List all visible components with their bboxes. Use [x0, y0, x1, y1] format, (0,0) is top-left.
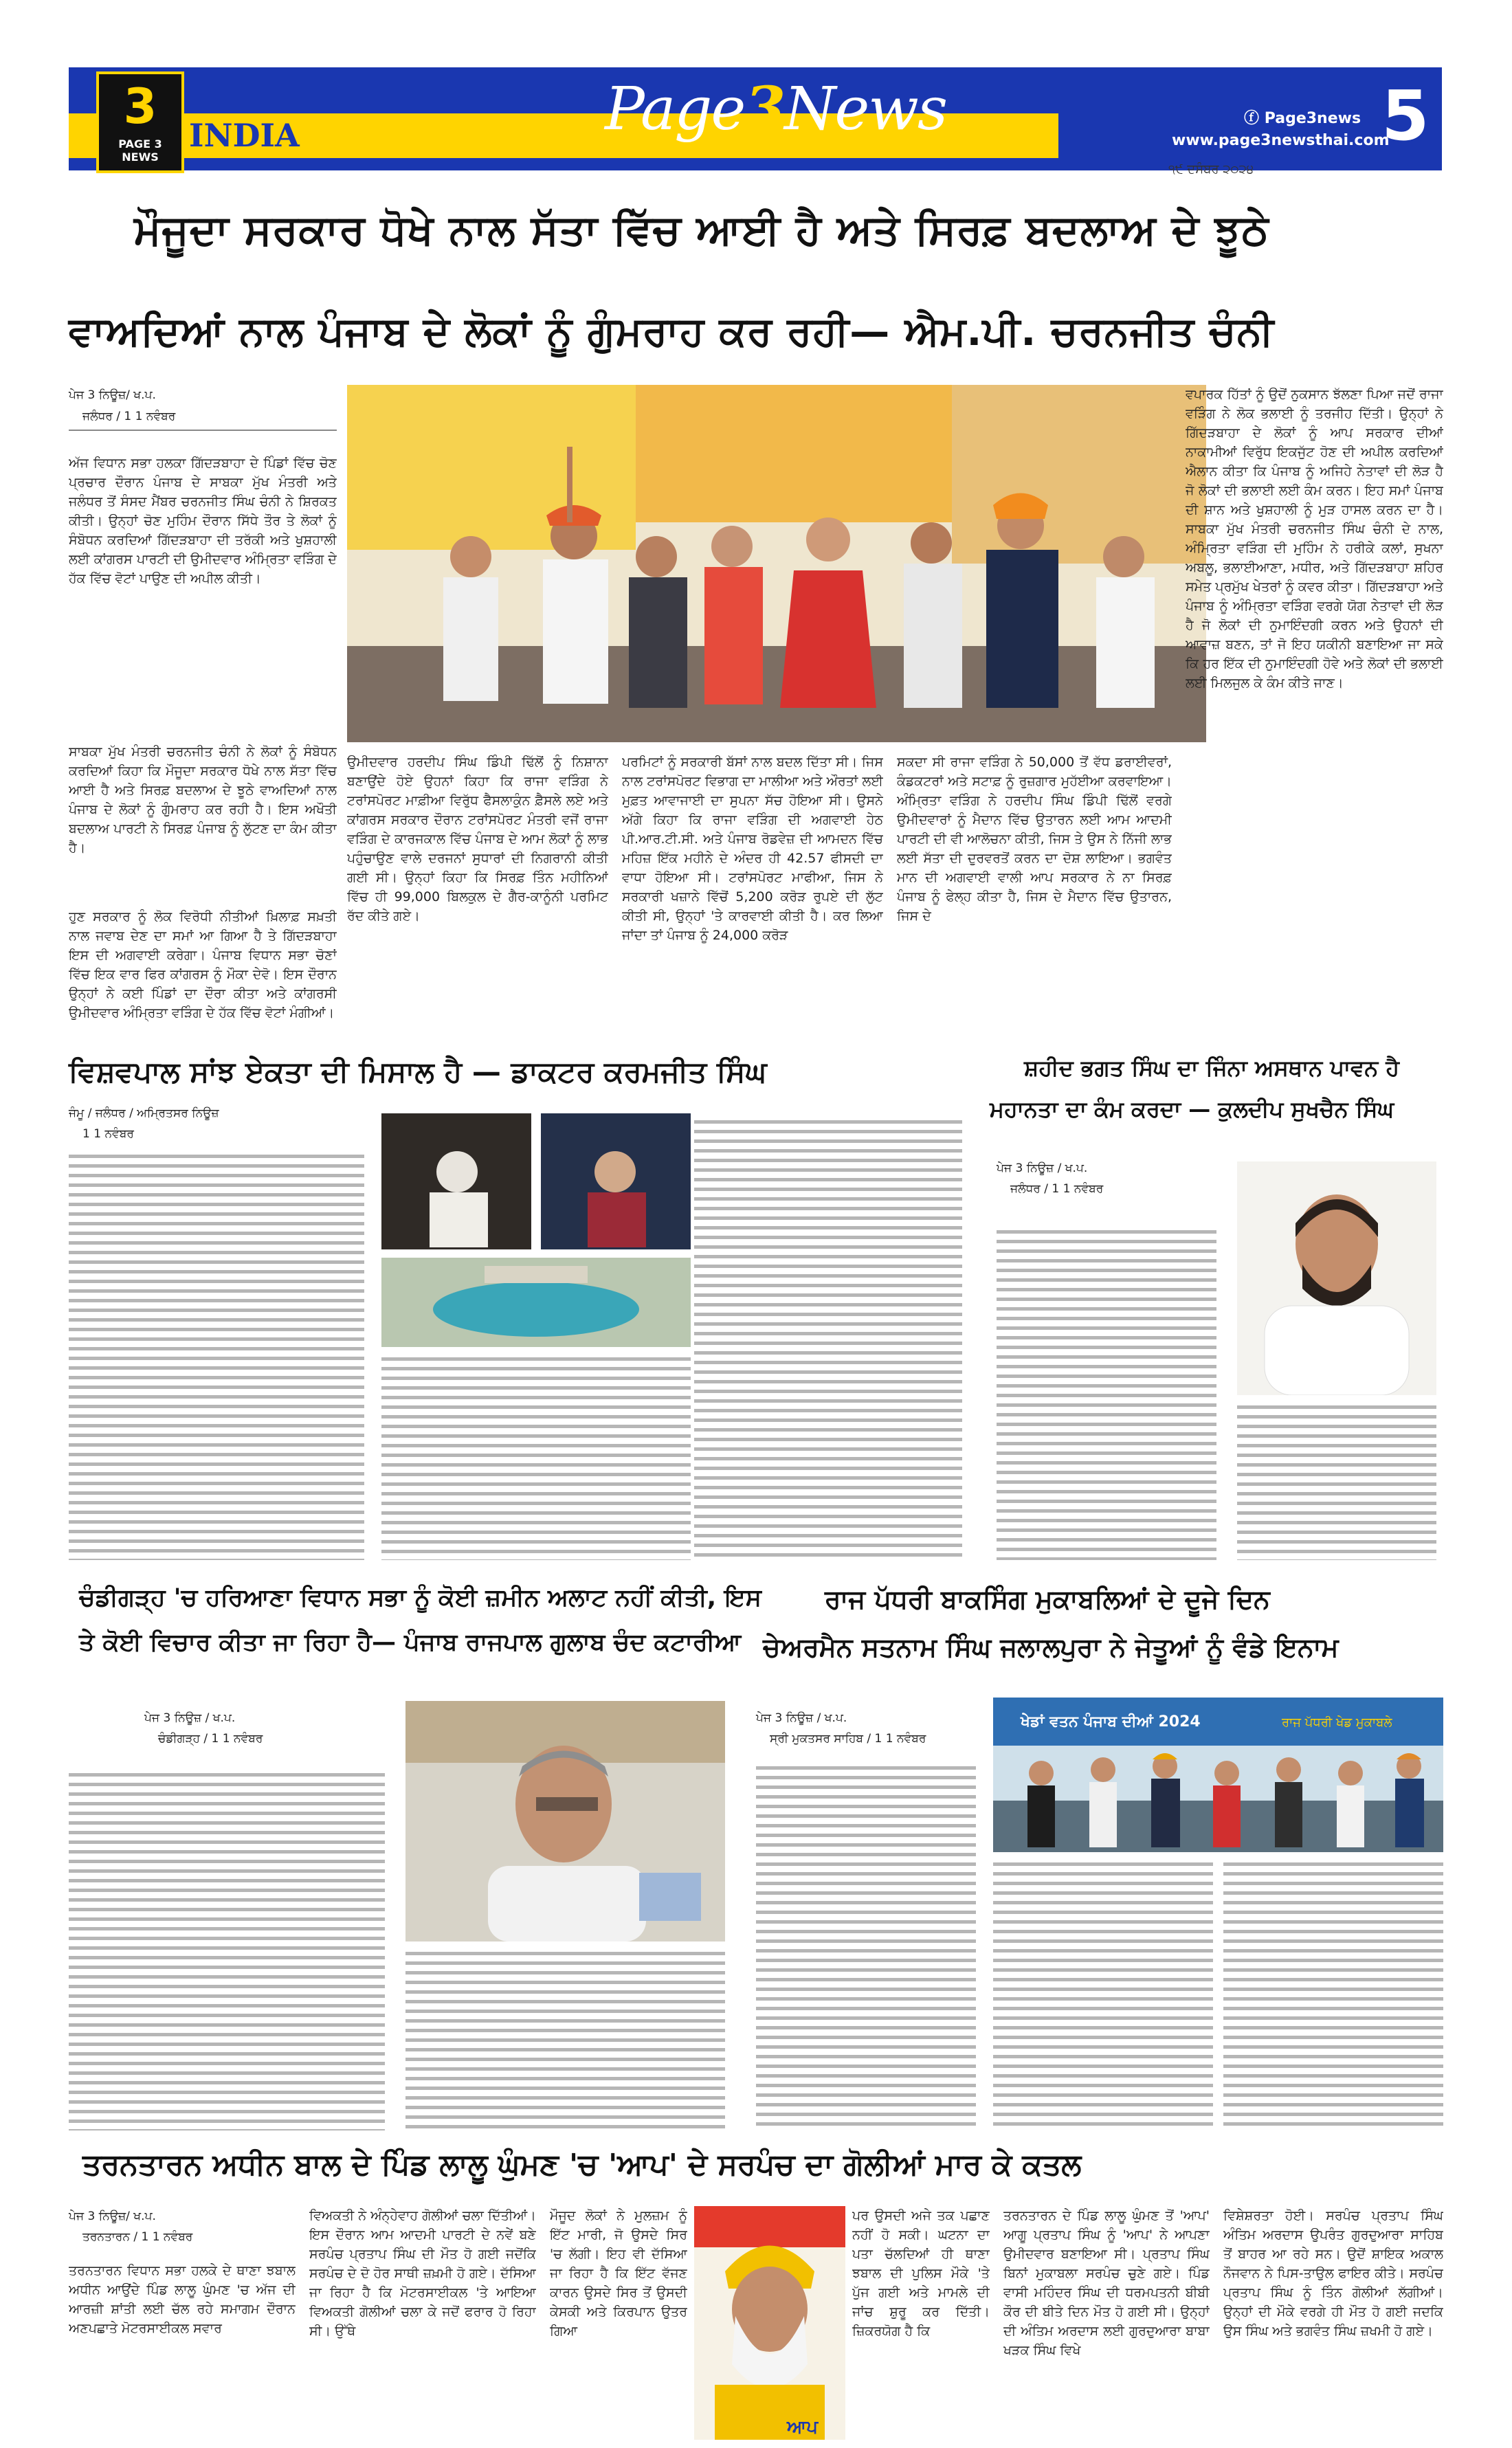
story6-column-5: ਤਰਨਤਾਰਨ ਦੇ ਪਿੰਡ ਲਾਲੂ ਘੁੰਮਣ ਤੋਂ 'ਆਪ' ਆਗੂ ਪ੍ਰਤਾਪ ਸਿੰਘ ਨੂੰ 'ਆਪ' ਨੇ ਆਪਣਾ ਉਮੀਦਵਾਰ ਬਣਾਇਆ ਸੀ। ਪ੍ਰਤਾਪ ਸਿੰਘ ਬਿਨਾਂ ਮੁਕਾਬਲਾ ਸਰਪੰਚ ਚੁਣੇ ਗਏ। ਪਿੰਡ ਵਾਸੀ ਮਹਿੰਦਰ ਸਿੰਘ ਦੀ ਧਰਮਪਤਨੀ ਬੀਬੀ ਕੌਰ ਦੀ ਬੀਤੇ ਦਿਨ ਮੌਤ ਹੋ ਗਈ ਸੀ। ਉਨ੍ਹਾਂ ਦੀ ਅੰਤਿਮ ਅਰਦਾਸ ਲਈ ਗੁਰਦੁਆਰਾ ਬਾਬਾ ਖੜਕ ਸਿੰਘ ਵਿਖੇ — [1003, 2208, 1210, 2358]
page-number: 5 — [1381, 76, 1430, 156]
story2-photo — [381, 1113, 691, 1347]
social-handle[interactable] — [1244, 107, 1361, 128]
photo-banner-text: ਖੇਡਾਂ ਵਤਨ ਪੰਜਾਬ ਦੀਆਂ 2024 — [1021, 1713, 1201, 1731]
boxing-photo-illustration — [993, 1698, 1443, 1852]
story2-headline: ਵਿਸ਼ਵਪਾਲ ਸਾਂਝ ਏਕਤਾ ਦੀ ਮਿਸਾਲ ਹੈ — ਡਾਕਟਰ ਕਰਮਜੀਤ ਸਿੰਘ — [69, 1055, 767, 1089]
logo-number: 3 — [123, 78, 157, 135]
story6-photo-sarpanch — [694, 2206, 845, 2440]
lead-column-2: ਉਮੀਦਵਾਰ ਹਰਦੀਪ ਸਿੰਘ ਡਿੰਪੀ ਢਿੱਲੋਂ ਨੂੰ ਨਿਸ਼ਾਨਾ ਬਣਾਉਂਦੇ ਹੋਏ ਉਹਨਾਂ ਕਿਹਾ ਕਿ ਰਾਜਾ ਵੜਿੰਗ ਨੇ ਟਰਾਂਸਪੋਰਟ ਮਾਫ਼ੀਆ ਵਿਰੁੱਧ ਫੈਸਲਾਕੁੰਨ ਫ਼ੈਸਲੇ ਲਏ ਅਤੇ ਕਾਂਗਰਸ ਸਰਕਾਰ ਦੌਰਾਨ ਟਰਾਂਸਪੋਰਟ ਮੰਤਰੀ ਵਜੋਂ ਰਾਜਾ ਵੜਿੰਗ ਦੇ ਕਾਰਜਕਾਲ ਵਿੱਚ ਪੰਜਾਬ ਦੇ ਆਮ ਲੋਕਾਂ ਨੂੰ ਲਾਭ ਪਹੁੰਚਾਉਣ ਵਾਲੇ ਦਰਜਨਾਂ ਸੁਧਾਰਾਂ ਦੀ ਨਿਗਰਾਨੀ ਕੀਤੀ ਗਈ ਸੀ। ਉਨ੍ਹਾਂ ਕਿਹਾ ਕਿ ਸਿਰਫ਼ ਤਿੰਨ ਮਹੀਨਿਆਂ ਵਿੱਚ ਹੀ 99,000 ਬਿਲਕੁਲ ਦੇ ਗੈਰ-ਕਾਨੂੰਨੀ ਪਰਮਿਟ ਰੱਦ ਕੀਤੇ ਗਏ। — [347, 755, 608, 924]
social-text: Page3news — [1264, 110, 1361, 127]
story6-byline-dateline: ਤਰਨਤਾਰਨ / 1 1 ਨਵੰਬਰ — [82, 2230, 193, 2244]
brand-right: News — [784, 75, 946, 144]
story4-body-column-2 — [405, 1952, 725, 2130]
governor-photo-illustration — [405, 1701, 725, 1941]
story6-column-6: ਵਿਸ਼ੇਸ਼ਰਤਾ ਹੋਈ। ਸਰਪੰਚ ਪ੍ਰਤਾਪ ਸਿੰਘ ਅੰਤਿਮ ਅਰਦਾਸ ਉਪਰੰਤ ਗੁਰਦੁਆਰਾ ਸਾਹਿਬ ਤੋਂ ਬਾਹਰ ਆ ਰਹੇ ਸਨ। ਉਦੋਂ ਸ਼ਾਇਕ ਅਕਾਲ ਨੌਜਵਾਨ ਨੇ ਪਿਸ-ਤਾਉਲ ਫਾਇਰ ਕੀਤੇ। ਸਰਪੰਚ ਪ੍ਰਤਾਪ ਸਿੰਘ ਨੂੰ ਤਿੰਨ ਗੋਲੀਆਂ ਲੱਗੀਆਂ। ਉਨ੍ਹਾਂ ਦੀ ਮੌਕੇ ਵਰਗੇ ਹੀ ਮੌਤ ਹੋ ਗਈ ਜਦਕਿ ਉਸ ਸਿੰਘ ਅਤੇ ਭਗਵੰਤ ਸਿੰਘ ਜ਼ਖਮੀ ਹੋ ਗਏ। — [1223, 2208, 1443, 2339]
story2-body-column-1 — [69, 1155, 364, 1560]
lead-column-1c: ਹੁਣ ਸਰਕਾਰ ਨੂੰ ਲੋਕ ਵਿਰੋਧੀ ਨੀਤੀਆਂ ਖ਼ਿਲਾਫ਼ ਸਖ਼ਤੀ ਨਾਲ ਜਵਾਬ ਦੇਣ ਦਾ ਸਮਾਂ ਆ ਗਿਆ ਹੈ ਤੇ ਗਿੱਦੜਬਾਹਾ ਇਸ ਦੀ ਅਗਵਾਈ ਕਰੇਗਾ। ਪੰਜਾਬ ਵਿਧਾਨ ਸਭਾ ਚੋਣਾਂ ਵਿੱਚ ਇਕ ਵਾਰ ਫਿਰ ਕਾਂਗਰਸ ਨੂੰ ਮੌਕਾ ਦੇਵੋ। ਇਸ ਦੌਰਾਨ ਉਨ੍ਹਾਂ ਨੇ ਕਈ ਪਿੰਡਾਂ ਦਾ ਦੌਰਾ ਕੀਤਾ ਅਤੇ ਕਾਂਗਰਸੀ ਉਮੀਦਵਾਰ ਅੰਮ੍ਰਿਤਾ ਵੜਿੰਗ ਦੇ ਹੱਕ ਵਿੱਚ ਵੋਟਾਂ ਮੰਗੀਆਂ। — [69, 909, 337, 1021]
story3-body-column-2 — [1237, 1405, 1436, 1560]
story3-portrait — [1237, 1161, 1436, 1395]
story3-byline-dateline: ਜਲੰਧਰ / 1 1 ਨਵੰਬਰ — [1010, 1182, 1104, 1196]
lead-photo-rally — [347, 385, 1206, 742]
dateline: ੧੯ ਦਸੰਬਰ ੨੦੨੪ — [1168, 162, 1254, 177]
story3-body-column-1 — [997, 1230, 1216, 1560]
story2-byline: ਜੰਮੂ / ਜਲੰਧਰ / ਅਮ੍ਰਿਤਸਰ ਨਿਊਜ਼ — [69, 1106, 219, 1120]
lead-column-3: ਪਰਮਿਟਾਂ ਨੂੰ ਸਰਕਾਰੀ ਬੱਸਾਂ ਨਾਲ ਬਦਲ ਦਿੱਤਾ ਸੀ। ਜਿਸ ਨਾਲ ਟਰਾਂਸਪੋਰਟ ਵਿਭਾਗ ਦਾ ਮਾਲੀਆ ਅਤੇ ਔਰਤਾਂ ਲਈ ਮੁਫ਼ਤ ਆਵਾਜਾਈ ਦਾ ਸੁਪਨਾ ਸੱਚ ਹੋਇਆ ਸੀ। ਉਸਨੇ ਅੱਗੇ ਕਿਹਾ ਕਿ ਰਾਜਾ ਵੜਿੰਗ ਦੀ ਅਗਵਾਈ ਹੇਠ ਪੀ.ਆਰ.ਟੀ.ਸੀ. ਅਤੇ ਪੰਜਾਬ ਰੋਡਵੇਜ਼ ਦੀ ਆਮਦਨ ਵਿੱਚ ਮਹਿਜ਼ ਇੱਕ ਮਹੀਨੇ ਦੇ ਅੰਦਰ ਹੀ 42.57 ਫੀਸਦੀ ਦਾ ਵਾਧਾ ਹੋਇਆ ਸੀ। ਟਰਾਂਸਪੋਰਟ ਮਾਫੀਆ, ਜਿਸ ਨੇ ਸਰਕਾਰੀ ਖਜ਼ਾਨੇ ਵਿੱਚੋਂ 5,200 ਕਰੋੜ ਰੁਪਏ ਦੀ ਲੁੱਟ ਕੀਤੀ ਸੀ, ਉਨ੍ਹਾਂ 'ਤੇ ਕਾਰਵਾਈ ਕੀਤੀ ਹੈ। ਕਰ ਲਿਆ ਜਾਂਦਾ ਤਾਂ ਪੰਜਾਬ ਨੂੰ 24,000 ਕਰੋੜ — [622, 755, 883, 943]
story2-photo-illustration — [381, 1113, 691, 1347]
lead-column-4: ਸਕਦਾ ਸੀ ਰਾਜਾ ਵੜਿੰਗ ਨੇ 50,000 ਤੋਂ ਵੱਧ ਡਰਾਈਵਰਾਂ, ਕੰਡਕਟਰਾਂ ਅਤੇ ਸਟਾਫ਼ ਨੂੰ ਰੁਜ਼ਗਾਰ ਮੁਹੱਈਆ ਕਰਵਾਇਆ। ਅੰਮ੍ਰਿਤਾ ਵੜਿੰਗ ਨੇ ਹਰਦੀਪ ਸਿੰਘ ਡਿੰਪੀ ਢਿੱਲੋਂ ਵਰਗੇ ਉਮੀਦਵਾਰਾਂ ਨੂੰ ਮੈਦਾਨ ਵਿੱਚ ਉਤਾਰਨ ਲਈ ਆਮ ਆਦਮੀ ਪਾਰਟੀ ਦੀ ਵੀ ਆਲੋਚਨਾ ਕੀਤੀ, ਜਿਸ ਤੇ ਉਸ ਨੇ ਨਿੱਜੀ ਲਾਭ ਲਈ ਸੱਤਾ ਦੀ ਦੁਰਵਰਤੋਂ ਕਰਨ ਦਾ ਦੋਸ਼ ਲਾਇਆ। ਭਗਵੰਤ ਮਾਨ ਦੀ ਅਗਵਾਈ ਵਾਲੀ ਆਪ ਸਰਕਾਰ ਨੇ ਨਾ ਸਿਰਫ਼ ਪੰਜਾਬ ਨੂੰ ਫੇਲ੍ਹ ਕੀਤਾ ਹੈ, ਜਿਸ ਦੇ ਮੈਦਾਨ ਵਿੱਚ ਉਤਾਰਨ, ਜਿਸ ਦੇ — [897, 755, 1172, 924]
lead-column-1b: ਸਾਬਕਾ ਮੁੱਖ ਮੰਤਰੀ ਚਰਨਜੀਤ ਚੰਨੀ ਨੇ ਲੋਕਾਂ ਨੂੰ ਸੰਬੋਧਨ ਕਰਦਿਆਂ ਕਿਹਾ ਕਿ ਮੌਜੂਦਾ ਸਰਕਾਰ ਧੋਖੇ ਨਾਲ ਸੱਤਾ ਵਿੱਚ ਆਈ ਹੈ ਅਤੇ ਸਿਰਫ਼ ਬਦਲਾਅ ਦੇ ਝੂਠੇ ਵਾਅਦਿਆਂ ਨਾਲ ਪੰਜਾਬ ਦੇ ਲੋਕਾਂ ਨੂੰ ਗੁੰਮਰਾਹ ਕਰ ਰਹੀ ਹੈ। ਇਸ ਅਖੌਤੀ ਬਦਲਾਅ ਪਾਰਟੀ ਨੇ ਸਿਰਫ਼ ਪੰਜਾਬ ਨੂੰ ਲੁੱਟਣ ਦਾ ਕੰਮ ਕੀਤਾ ਹੈ। — [69, 744, 337, 856]
party-logo-text: ਆਪ — [787, 2417, 819, 2438]
page3-logo — [96, 71, 184, 173]
story4-headline-line1: ਚੰਡੀਗੜ੍ਹ 'ਚ ਹਰਿਆਣਾ ਵਿਧਾਨ ਸਭਾ ਨੂੰ ਕੋਈ ਜ਼ਮੀਨ ਅਲਾਟ ਨਹੀਂ ਕੀਤੀ, ਇਸ — [79, 1584, 761, 1612]
lead-headline-line2: ਵਾਅਦਿਆਂ ਨਾਲ ਪੰਜਾਬ ਦੇ ਲੋਕਾਂ ਨੂੰ ਗੁੰਮਰਾਹ ਕਰ ਰਹੀ— ਐਮ.ਪੀ. ਚਰਨਜੀਤ ਚੰਨੀ — [69, 308, 1275, 355]
story2-body-column-2 — [381, 1357, 691, 1560]
portrait-illustration — [1237, 1161, 1436, 1395]
story3-byline: ਪੇਜ 3 ਨਿਊਜ਼ / ਖ.ਪ. — [997, 1161, 1088, 1175]
story2-byline-dateline: 1 1 ਨਵੰਬਰ — [82, 1127, 134, 1141]
photo-banner-text-2: ਰਾਜ ਪੱਧਰੀ ਖੇਡ ਮੁਕਾਬਲੇ — [1282, 1715, 1392, 1730]
story5-headline-line2: ਚੇਅਰਮੈਨ ਸਤਨਾਮ ਸਿੰਘ ਜਲਾਲਪੁਰਾ ਨੇ ਜੇਤੂਆਂ ਨੂੰ ਵੰਡੇ ਇਨਾਮ — [763, 1632, 1339, 1662]
story5-photo-boxing — [993, 1698, 1443, 1852]
lead-column-1a: ਅੱਜ ਵਿਧਾਨ ਸਭਾ ਹਲਕਾ ਗਿੱਦੜਬਾਹਾ ਦੇ ਪਿੰਡਾਂ ਵਿੱਚ ਚੋਣ ਪ੍ਰਚਾਰ ਦੌਰਾਨ ਪੰਜਾਬ ਦੇ ਸਾਬਕਾ ਮੁੱਖ ਮੰਤਰੀ ਅਤੇ ਜਲੰਧਰ ਤੋਂ ਸੰਸਦ ਮੈਂਬਰ ਚਰਨਜੀਤ ਸਿੰਘ ਚੰਨੀ ਨੇ ਸ਼ਿਰਕਤ ਕੀਤੀ। ਉਨ੍ਹਾਂ ਚੋਣ ਮੁਹਿੰਮ ਦੌਰਾਨ ਸਿੱਧੇ ਤੌਰ ਤੇ ਲੋਕਾਂ ਨੂੰ ਸੰਬੋਧਨ ਕਰਦਿਆਂ ਗਿੱਦੜਬਾਹਾ ਦੀ ਤਰੱਕੀ ਅਤੇ ਖੁਸ਼ਹਾਲੀ ਲਈ ਕਾਂਗਰਸ ਪਾਰਟੀ ਦੀ ਉਮੀਦਵਾਰ ਅੰਮ੍ਰਿਤਾ ਵੜਿੰਗ ਦੇ ਹੱਕ ਵਿੱਚ ਵੋਟਾਂ ਪਾਉਣ ਦੀ ਅਪੀਲ ਕੀਤੀ। — [69, 456, 337, 586]
story5-byline-dateline: ਸ੍ਰੀ ਮੁਕਤਸਰ ਸਾਹਿਬ / 1 1 ਨਵੰਬਰ — [770, 1732, 926, 1746]
story2-body-column-3 — [694, 1120, 962, 1560]
story4-byline-dateline: ਚੰਡੀਗੜ੍ਹ / 1 1 ਨਵੰਬਰ — [158, 1732, 263, 1746]
lead-column-5: ਵਪਾਰਕ ਹਿੱਤਾਂ ਨੂੰ ਉਦੋਂ ਨੁਕਸਾਨ ਝੱਲਣਾ ਪਿਆ ਜਦੋਂ ਰਾਜਾ ਵੜਿੰਗ ਨੇ ਲੋਕ ਭਲਾਈ ਨੂੰ ਤਰਜੀਹ ਦਿੱਤੀ। ਉਨ੍ਹਾਂ ਨੇ ਗਿੱਦੜਬਾਹਾ ਦੇ ਲੋਕਾਂ ਨੂੰ ਆਪ ਸਰਕਾਰ ਦੀਆਂ ਨਾਕਾਮੀਆਂ ਵਿਰੁੱਧ ਇਕਜੁੱਟ ਹੋਣ ਦੀ ਅਪੀਲ ਕਰਦਿਆਂ ਐਲਾਨ ਕੀਤਾ ਕਿ ਪੰਜਾਬ ਨੂੰ ਅਜਿਹੇ ਨੇਤਾਵਾਂ ਦੀ ਲੋੜ ਹੈ ਜੋ ਲੋਕਾਂ ਦੀ ਭਲਾਈ ਲਈ ਕੰਮ ਕਰਨ। ਇਹ ਸਮਾਂ ਪੰਜਾਬ ਦੀ ਸ਼ਾਨ ਅਤੇ ਖੁਸ਼ਹਾਲੀ ਨੂੰ ਮੁੜ ਹਾਸਲ ਕਰਨ ਦਾ ਹੈ। ਸਾਬਕਾ ਮੁੱਖ ਮੰਤਰੀ ਚਰਨਜੀਤ ਸਿੰਘ ਚੰਨੀ ਦੇ ਨਾਲ, ਅੰਮ੍ਰਿਤਾ ਵੜਿੰਗ ਦੀ ਮੁਹਿੰਮ ਨੇ ਹਰੀਕੇ ਕਲਾਂ, ਸੁਖਨਾ ਅਬਲੂ, ਭਲਾਈਆਣਾ, ਮਧੀਰ, ਅਤੇ ਗਿੱਦੜਬਾਹਾ ਸ਼ਹਿਰ ਸਮੇਤ ਪ੍ਰਮੁੱਖ ਖੇਤਰਾਂ ਨੂੰ ਕਵਰ ਕੀਤਾ। ਗਿੱਦੜਬਾਹਾ ਅਤੇ ਪੰਜਾਬ ਨੂੰ ਅੰਮ੍ਰਿਤਾ ਵੜਿੰਗ ਵਰਗੇ ਯੋਗ ਨੇਤਾਵਾਂ ਦੀ ਲੋੜ ਹੈ ਜੋ ਲੋਕਾਂ ਦੀ ਨੁਮਾਇੰਦਗੀ ਕਰਨ ਅਤੇ ਉਹਨਾਂ ਦੀ ਆਵਾਜ਼ ਬਣਨ, ਤਾਂ ਜੋ ਇਹ ਯਕੀਨੀ ਬਣਾਇਆ ਜਾ ਸਕੇ ਕਿ ਹਰ ਇੱਕ ਦੀ ਨੁਮਾਇੰਦਗੀ ਹੋਵੇ ਅਤੇ ਲੋਕਾਂ ਦੀ ਭਲਾਈ ਲਈ ਮਿਲਜੁਲ ਕੇ ਕੰਮ ਕੀਤੇ ਜਾਣ। — [1186, 387, 1443, 691]
story5-body-column-2 — [993, 1862, 1213, 2130]
divider — [69, 430, 337, 431]
story6-column-3: ਮੌਜੂਦ ਲੋਕਾਂ ਨੇ ਮੁਲਜ਼ਮ ਨੂੰ ਇੱਟ ਮਾਰੀ, ਜੋ ਉਸਦੇ ਸਿਰ 'ਚ ਲੱਗੀ। ਇਹ ਵੀ ਦੱਸਿਆ ਜਾ ਰਿਹਾ ਹੈ ਕਿ ਇੱਟ ਵੱਜਣ ਕਾਰਨ ਉਸਦੇ ਸਿਰ ਤੋਂ ਉਸਦੀ ਕੇਸਕੀ ਅਤੇ ਕਿਰਪਾਨ ਉਤਰ ਗਿਆ — [550, 2208, 687, 2339]
story6-byline: ਪੇਜ 3 ਨਿਊਜ਼/ ਖ.ਪ. — [69, 2210, 156, 2223]
story4-byline: ਪੇਜ 3 ਨਿਊਜ਼ / ਖ.ਪ. — [144, 1711, 236, 1725]
story5-body-column-3 — [1223, 1862, 1443, 2130]
rally-photo-illustration — [347, 385, 1206, 742]
story6-column-4: ਪਰ ਉਸਦੀ ਅਜੇ ਤਕ ਪਛਾਣ ਨਹੀਂ ਹੋ ਸਕੀ। ਘਟਨਾ ਦਾ ਪਤਾ ਚੱਲਦਿਆਂ ਹੀ ਥਾਣਾ ਝਬਾਲ ਦੀ ਪੁਲਿਸ ਮੌਕੇ 'ਤੇ ਪੁੱਜ ਗਈ ਅਤੇ ਮਾਮਲੇ ਦੀ ਜਾਂਚ ਸ਼ੁਰੂ ਕਰ ਦਿੱਤੀ। ਜ਼ਿਕਰਯੋਗ ਹੈ ਕਿ — [852, 2208, 990, 2339]
story6-column-1: ਤਰਨਤਾਰਨ ਵਿਧਾਨ ਸਭਾ ਹਲਕੇ ਦੇ ਥਾਣਾ ਝਬਾਲ ਅਧੀਨ ਆਉਂਦੇ ਪਿੰਡ ਲਾਲੂ ਘੁੰਮਣ 'ਚ ਅੱਜ ਦੀ ਆਰਜ਼ੀ ਸ਼ਾਂਤੀ ਲਈ ਚੱਲ ਰਹੇ ਸਮਾਗਮ ਦੌਰਾਨ ਅਣਪਛਾਤੇ ਮੋਟਰਸਾਈਕਲ ਸਵਾਰ — [69, 2263, 296, 2336]
story3-headline-line2: ਮਹਾਨਤਾ ਦਾ ਕੰਮ ਕਰਦਾ — ਕੁਲਦੀਪ ਸੁਖਚੈਨ ਸਿੰਘ — [990, 1096, 1394, 1122]
brand-number: 3 — [744, 74, 785, 144]
story6-column-2: ਵਿਅਕਤੀ ਨੇ ਅੰਨ੍ਹੇਵਾਹ ਗੋਲੀਆਂ ਚਲਾ ਦਿੱਤੀਆਂ। ਇਸ ਦੌਰਾਨ ਆਮ ਆਦਮੀ ਪਾਰਟੀ ਦੇ ਨਵੇਂ ਬਣੇ ਸਰਪੰਚ ਪ੍ਰਤਾਪ ਸਿੰਘ ਦੀ ਮੌਤ ਹੋ ਗਈ ਜਦੋਂਕਿ ਸਰਪੰਚ ਦੇ ਦੋ ਹੋਰ ਸਾਥੀ ਜ਼ਖ਼ਮੀ ਹੋ ਗਏ। ਦੱਸਿਆ ਜਾ ਰਿਹਾ ਹੈ ਕਿ ਮੋਟਰਸਾਈਕਲ 'ਤੇ ਆਇਆ ਵਿਅਕਤੀ ਗੋਲੀਆਂ ਚਲਾ ਕੇ ਜਦੋਂ ਫਰਾਰ ਹੋ ਰਿਹਾ ਸੀ। ਉੱਥੇ — [309, 2208, 536, 2339]
story4-headline-line2: ਤੇ ਕੋਈ ਵਿਚਾਰ ਕੀਤਾ ਜਾ ਰਿਹਾ ਹੈ— ਪੰਜਾਬ ਰਾਜਪਾਲ ਗੁਲਾਬ ਚੰਦ ਕਟਾਰੀਆ — [79, 1629, 742, 1656]
story5-headline-line1: ਰਾਜ ਪੱਧਰੀ ਬਾਕਸਿੰਗ ਮੁਕਾਬਲਿਆਂ ਦੇ ਦੂਜੇ ਦਿਨ — [825, 1584, 1270, 1614]
website-link[interactable]: www.page3newsthai.com — [1172, 132, 1390, 149]
story4-body-column-1 — [69, 1773, 385, 2130]
story3-headline-line1: ਸ਼ਹੀਦ ਭਗਤ ਸਿੰਘ ਦਾ ਜਿੰਨਾ ਅਸਥਾਨ ਪਾਵਨ ਹੈ — [1024, 1055, 1399, 1081]
lead-headline-line1: ਮੌਜੂਦਾ ਸਰਕਾਰ ਧੋਖੇ ਨਾਲ ਸੱਤਾ ਵਿੱਚ ਆਈ ਹੈ ਅਤੇ ਸਿਰਫ਼ ਬਦਲਾਅ ਦੇ ਝੂਠੇ — [134, 206, 1269, 254]
logo-subtitle: PAGE 3 NEWS — [118, 137, 162, 164]
section-label: INDIA — [189, 117, 300, 154]
brand-title — [605, 74, 946, 144]
story5-body-column-1 — [756, 1766, 976, 2130]
story5-byline: ਪੇਜ 3 ਨਿਊਜ਼ / ਖ.ਪ. — [756, 1711, 847, 1725]
story6-headline: ਤਰਨਤਾਰਨ ਅਧੀਨ ਬਾਲ ਦੇ ਪਿੰਡ ਲਾਲੂ ਘੁੰਮਣ 'ਚ 'ਆਪ' ਦੇ ਸਰਪੰਚ ਦਾ ਗੋਲੀਆਂ ਮਾਰ ਕੇ ਕਤਲ — [82, 2148, 1082, 2182]
story4-photo-governor — [405, 1701, 725, 1941]
lead-byline-dateline: ਜਲੰਧਰ / 1 1 ਨਵੰਬਰ — [82, 410, 176, 423]
brand-left: Page — [605, 75, 745, 144]
facebook-icon: ⓕ — [1244, 110, 1260, 127]
sarpanch-photo-illustration — [694, 2206, 845, 2440]
lead-byline: ਪੇਜ 3 ਨਿਊਜ਼/ ਖ.ਪ. — [69, 388, 156, 402]
